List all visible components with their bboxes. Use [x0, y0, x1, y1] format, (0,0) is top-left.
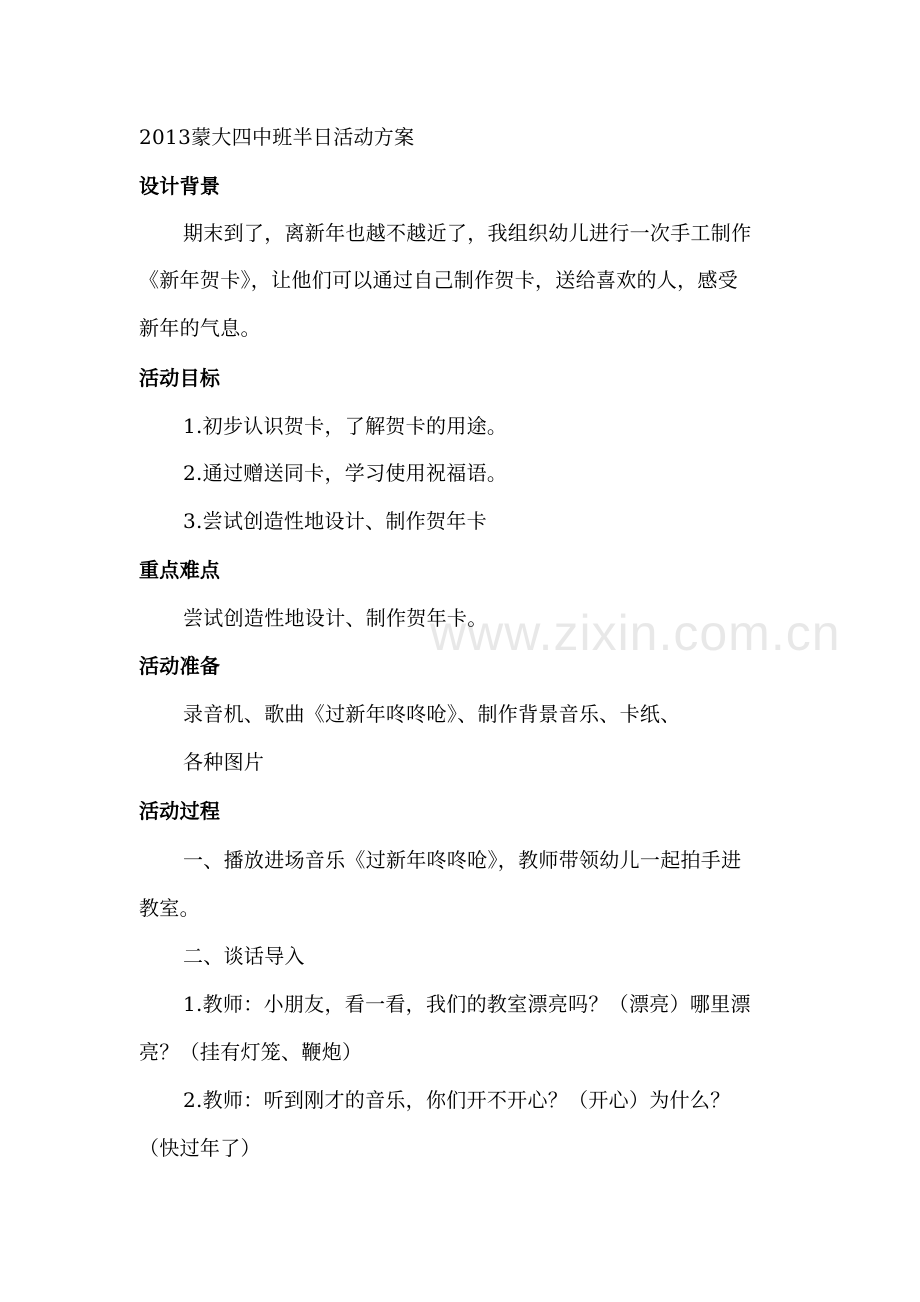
key-points-text: 尝试创造性地设计、制作贺年卡。 — [183, 606, 488, 630]
process-line-4: 1.教师：小朋友，看一看，我们的教室漂亮吗？（漂亮）哪里漂 — [183, 992, 751, 1016]
heading-process: 活动过程 — [139, 799, 221, 823]
heading-goals: 活动目标 — [139, 366, 221, 390]
process-line-3: 二、谈话导入 — [183, 944, 305, 968]
document-title: 2013蒙大四中班半日活动方案 — [139, 125, 415, 149]
process-line-1: 一、播放进场音乐《过新年咚咚呛》，教师带领幼儿一起拍手进 — [183, 848, 742, 872]
watermark-text: www.zixin.com.cn — [430, 605, 841, 661]
preparation-line-1: 录音机、歌曲《过新年咚咚呛》、制作背景音乐、卡纸、 — [183, 702, 681, 726]
process-line-6: 2.教师：听到刚才的音乐，你们开不开心？（开心）为什么？ — [183, 1088, 731, 1112]
goal-item-1: 1.初步认识贺卡，了解贺卡的用途。 — [183, 414, 508, 438]
background-line-2: 《新年贺卡》，让他们可以通过自己制作贺卡，送给喜欢的人，感受 — [139, 268, 738, 292]
goal-item-3: 3.尝试创造性地设计、制作贺年卡 — [183, 509, 487, 533]
process-line-5: 亮？（挂有灯笼、鞭炮） — [139, 1040, 363, 1064]
goal-item-2: 2.通过赠送同卡，学习使用祝福语。 — [183, 461, 508, 485]
heading-background: 设计背景 — [139, 174, 221, 198]
process-line-7: （快过年了） — [139, 1136, 261, 1160]
heading-preparation: 活动准备 — [139, 654, 221, 678]
preparation-line-2: 各种图片 — [183, 750, 265, 774]
heading-key-points: 重点难点 — [139, 558, 221, 582]
process-line-2: 教室。 — [139, 896, 200, 920]
background-line-3: 新年的气息。 — [139, 316, 261, 340]
background-line-1: 期末到了，离新年也越不越近了，我组织幼儿进行一次手工制作 — [183, 221, 752, 245]
